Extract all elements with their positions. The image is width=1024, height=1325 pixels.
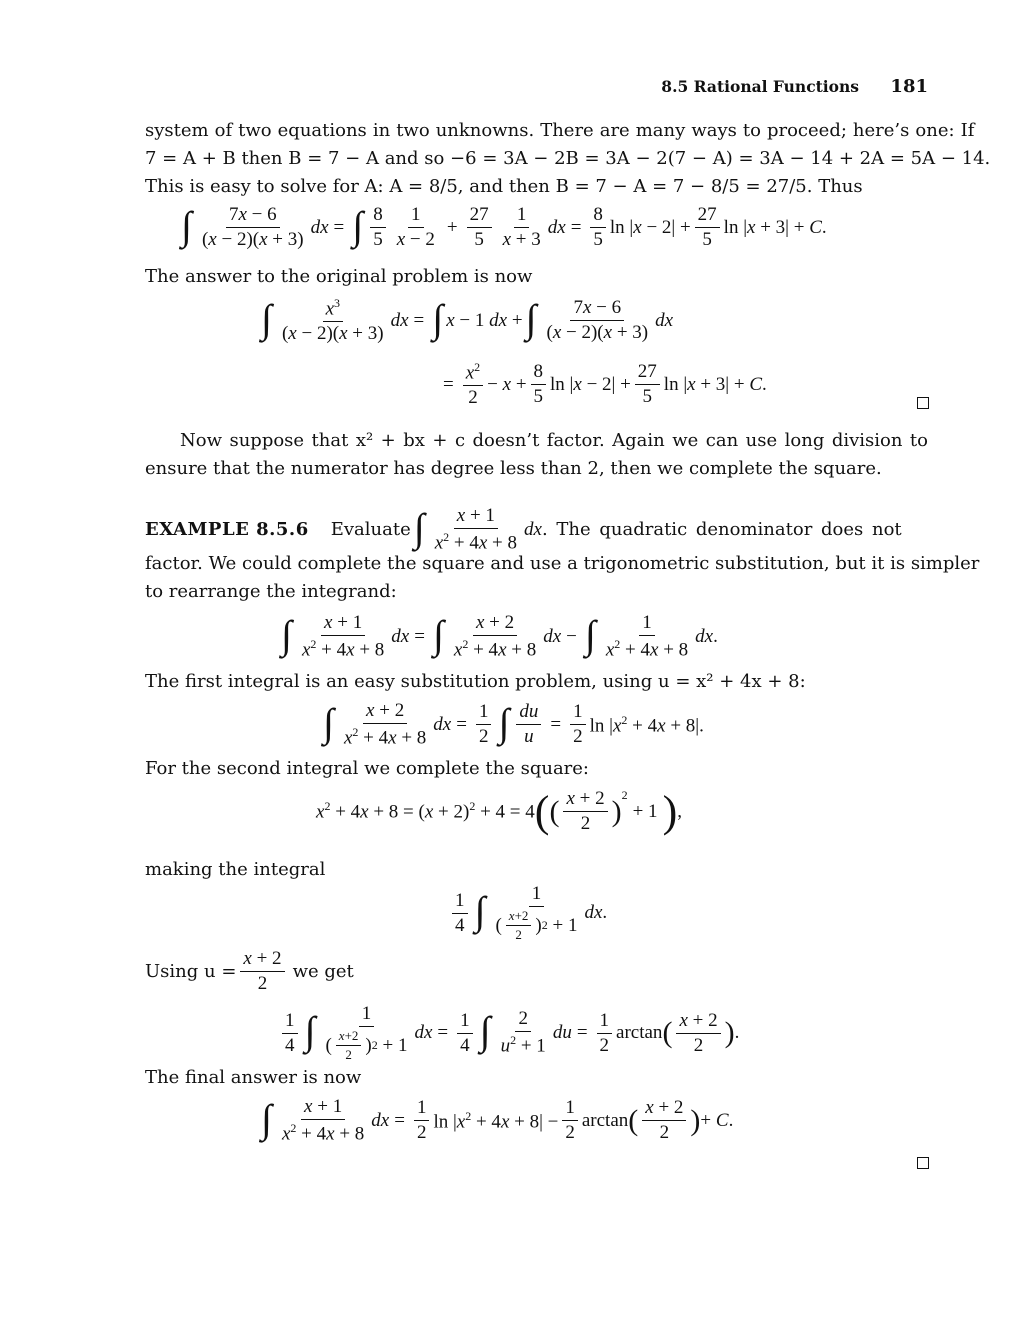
example-line3: to rearrange the integrand: (145, 581, 397, 602)
making-text: making the integral (145, 859, 326, 880)
section-title: 8.5 Rational Functions (661, 77, 860, 96)
using-u-line: Using u = $\frac{x + 2}{2}$ we get (145, 948, 354, 994)
second-integral-text: For the second integral we complete the square: (145, 758, 589, 779)
page-number: 181 (890, 76, 928, 97)
example-heading-line: EXAMPLE 8.5.6 Evaluate ∫ $\frac{x + 1}{x^2 + 4x + 8}$ dx . The quadratic denominator does not (145, 504, 902, 554)
qed-square (917, 397, 929, 409)
using-text-b: we get (292, 961, 354, 982)
example-evaluate: Evaluate (330, 519, 411, 541)
example-line2: factor. We could complete the square and use a trigonometric substitution, but it is simpler (145, 553, 980, 574)
qed-square-final (917, 1157, 929, 1169)
equation-rearrange: ∫ $\frac{x + 1}{x^2 + 4x + 8}$ dx = ∫ $\frac{x + 2}{x^2 + 4x + 8}$ dx − ∫ $\frac{1}{x^2 + 4x + 8}$ dx . (281, 611, 718, 661)
equation-partial-fractions: ∫ $\frac{7x - 6}{(x - 2)(x + 3)}$ dx = ∫ $\frac{8}{5}$ $\frac{1}{x - 2}$ + $\frac{27}{5}$ $\frac{1}{x + 3}$ dx = $\frac{8}{5}$ ln |x − 2| + $\frac{27}{5}$ ln |x + 3| + C. (181, 202, 827, 250)
using-text-a: Using u = (145, 961, 237, 982)
equation-arctan: $\frac{1}{4}$ ∫ 1 ( $\frac{x+2}{2}$ ) 2 + 1 dx = $\frac{1}{4}$ ∫ $\frac{2}{u^2 + 1}$ du = $\frac{1}{2}$ arctan ( $\frac{x + 2}{2}$ ) . (278, 1003, 739, 1063)
running-header (0, 76, 928, 97)
example-label: EXAMPLE 8.5.6 (145, 519, 309, 541)
equation-complete-square: $x^2 + 4x + 8 = (x + 2)^2 + 4 = 4$ ( ( $\frac{x + 2}{2}$ ) $^2$ + 1 ) , (316, 786, 682, 836)
para1-line1: system of two equations in two unknowns. There are many ways to proceed; here’s one: If (145, 120, 975, 141)
para1-line3: This is easy to solve for A: A = 8/5, and then B = 7 − A = 7 − 8/5 = 27/5. Thus (145, 176, 863, 197)
equation-original-answer-line2: = $\frac{x^2}{2}$ − x + $\frac{8}{5}$ ln |x − 2| + $\frac{27}{5}$ ln |x + 3| + C. (443, 360, 767, 409)
final-text: The final answer is now (145, 1067, 362, 1088)
answer-intro: The answer to the original problem is now (145, 266, 533, 287)
equation-original-answer: ∫ $\frac{x^3}{(x - 2)(x + 3)}$ dx = ∫ x − 1 dx + ∫ $\frac{7x - 6}{(x - 2)(x + 3)}$ dx (261, 295, 674, 345)
first-integral-text: The first integral is an easy substitution problem, using u = x² + 4x + 8: (145, 671, 806, 692)
example-tail: . The quadratic denominator does not (541, 519, 902, 541)
equation-final-answer: ∫ $\frac{x + 1}{x^2 + 4x + 8}$ dx = $\frac{1}{2}$ $\ln |x^2 + 4x + 8|$ − $\frac{1}{2}$ arctan ( $\frac{x + 2}{2}$ ) + C. (261, 1095, 734, 1145)
para-not-factor: Now suppose that x² + bx + c doesn’t factor. Again we can use long division to ensure that the numerator has degree less than 2, then we complete the square. (145, 430, 928, 479)
equation-first-integral: ∫ $\frac{x + 2}{x^2 + 4x + 8}$ dx = $\frac{1}{2}$ ∫ $\frac{du}{u}$ = $\frac{1}{2}$ $\ln |x^2 + 4x + 8|$. (323, 699, 704, 749)
para1-line2: 7 = A + B then B = 7 − A and so −6 = 3A − 2B = 3A − 2(7 − A) = 3A − 14 + 2A = 5A − 14. (145, 148, 991, 169)
equation-quarter-integral: $\frac{1}{4}$ ∫ 1 ( $\frac{x+2}{2}$ ) 2 + 1 dx . (448, 883, 607, 943)
